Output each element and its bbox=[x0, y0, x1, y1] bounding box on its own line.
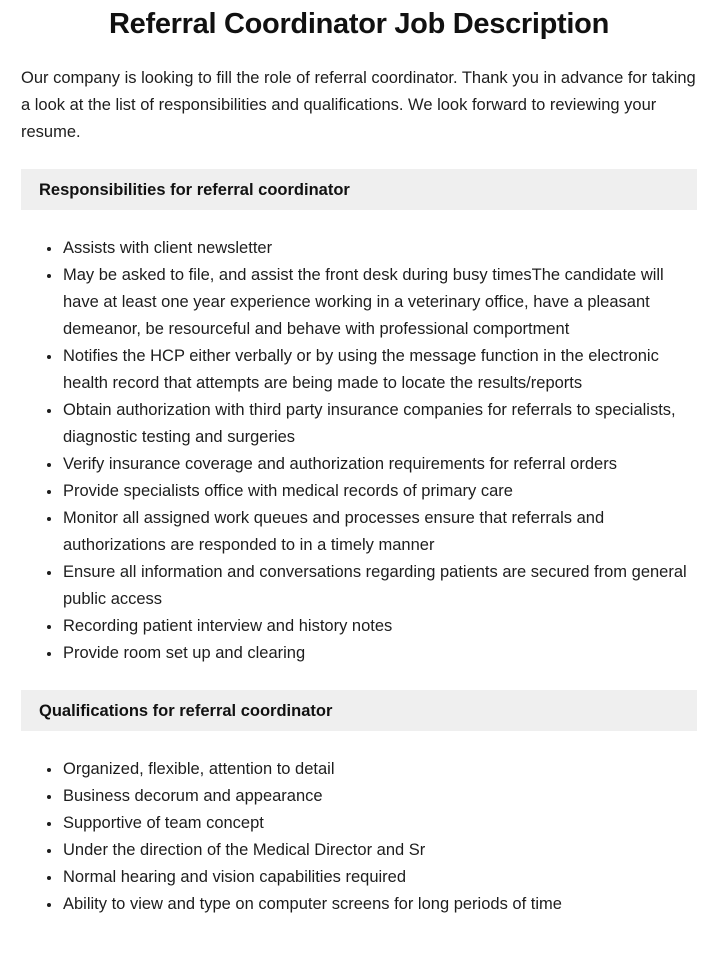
qualifications-section-header bbox=[21, 690, 697, 731]
responsibilities-list bbox=[21, 235, 697, 667]
intro-paragraph: Our company is looking to fill the role of referral coordinator. Thank you in advance for taking a look at the list of responsibilities and qualifications. We look forward to reviewing your resume. bbox=[21, 69, 696, 141]
list-item: • Assists with client newsletter bbox=[62, 235, 697, 262]
list-item: • May be asked to file, and assist the front desk during busy timesThe candidate will have at least one year experience working in a veterinary office, have a pleasant demeanor, be resourceful and behave with professional comportment bbox=[62, 262, 697, 343]
list-item: • Notifies the HCP either verbally or by using the message function in the electronic health record that attempts are being made to locate the results/reports bbox=[62, 343, 697, 397]
list-item: • Ability to view and type on computer screens for long periods of time bbox=[62, 891, 697, 918]
responsibilities-heading: Responsibilities for referral coordinator bbox=[39, 181, 350, 199]
list-item: • Normal hearing and vision capabilities required bbox=[62, 864, 697, 891]
qualifications-heading: Qualifications for referral coordinator bbox=[39, 702, 333, 720]
list-item: • Business decorum and appearance bbox=[62, 783, 697, 810]
list-item: • Under the direction of the Medical Director and Sr bbox=[62, 837, 697, 864]
list-item: • Provide room set up and clearing bbox=[62, 640, 697, 667]
responsibilities-section-header bbox=[21, 169, 697, 210]
list-item: • Provide specialists office with medical records of primary care bbox=[62, 478, 697, 505]
list-item: • Verify insurance coverage and authorization requirements for referral orders bbox=[62, 451, 697, 478]
qualifications-list bbox=[21, 756, 697, 918]
list-item: • Monitor all assigned work queues and processes ensure that referrals and authorizations are responded to in a timely manner bbox=[62, 505, 697, 559]
list-item: • Recording patient interview and history notes bbox=[62, 613, 697, 640]
list-item: • Supportive of team concept bbox=[62, 810, 697, 837]
page-title: Referral Coordinator Job Description bbox=[109, 8, 609, 40]
list-item: • Ensure all information and conversations regarding patients are secured from general public access bbox=[62, 559, 697, 613]
list-item: • Obtain authorization with third party insurance companies for referrals to specialists, diagnostic testing and surgeries bbox=[62, 397, 697, 451]
list-item: • Organized, flexible, attention to detail bbox=[62, 756, 697, 783]
